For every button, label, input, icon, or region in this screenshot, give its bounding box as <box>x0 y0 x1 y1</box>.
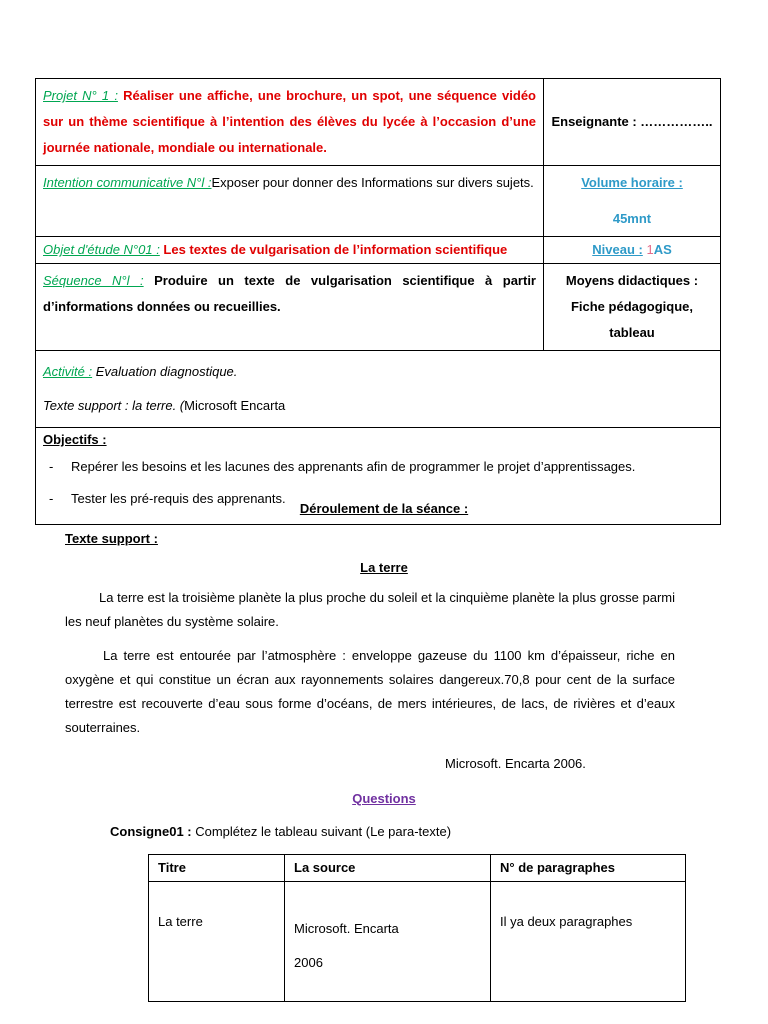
sequence-label: Séquence N°l : <box>43 273 144 288</box>
consigne-label: Consigne01 : <box>110 824 192 839</box>
article-paragraph-1: La terre est la troisième planète la plus proche du soleil et la cinquième planète la plus grosse parmi les neuf planètes du système solaire. <box>65 590 675 629</box>
volume-value: 45mnt <box>612 211 652 226</box>
activite-text: Evaluation diagnostique. <box>92 364 238 379</box>
objet-text: Les textes de vulgarisation de l’information scientifique <box>159 242 508 257</box>
questions-heading: Questions <box>352 791 416 806</box>
header-row-projet <box>36 79 721 166</box>
niveau-digit: 1 <box>646 242 654 257</box>
objectif-text: Tester les pré-requis des apprenants. <box>71 491 286 506</box>
texte-support-heading: Texte support : <box>65 531 158 546</box>
table-header-cell: N° de paragraphes <box>491 855 686 882</box>
activite-cell <box>36 351 721 428</box>
header-row-activite <box>36 351 721 428</box>
objectifs-title: Objectifs : <box>43 432 107 447</box>
enseignante-label: Enseignante : …………….. <box>551 114 713 129</box>
consigne-line <box>110 824 451 839</box>
consigne-text: Complétez le tableau suivant (Le para-texte) <box>191 824 452 839</box>
article-title: La terre <box>360 560 408 575</box>
objectif-item: - Repérer les besoins et les lacunes des apprenants afin de programmer le projet d’apprentissages. <box>49 459 636 474</box>
objet-cell <box>36 237 544 264</box>
niveau-value: AS <box>653 242 672 257</box>
sequence-cell <box>36 264 544 351</box>
header-row-sequence <box>36 264 721 351</box>
projet-label: Projet N° 1 : <box>43 88 118 103</box>
article-source: Microsoft. Encarta 2006. <box>445 756 586 771</box>
table-cell-source <box>285 882 491 1002</box>
sequence-text: Produire un texte de vulgarisation scientifique à partir d’informations données ou recueillies. <box>43 273 536 314</box>
table-cell-paragraphes: Il ya deux paragraphes <box>491 882 686 1002</box>
moyens-line2: Fiche pédagogique, <box>570 299 694 314</box>
table-header-cell: La source <box>285 855 491 882</box>
projet-cell <box>36 79 544 166</box>
table-row <box>149 882 686 1002</box>
article-paragraph-2: La terre est entourée par l’atmosphère : enveloppe gazeuse du 1100 km d’épaisseur, riche en oxygène et qui constitue un écran aux rayonnements solaires dangereux.70,8 pour cent de la surface terrestre est recouverte d’eau sous forme d’océans, de mers intérieures, de lacs, de rivières et d’eaux souterraines. <box>65 648 675 735</box>
objectif-item: - Tester les pré-requis des apprenants. <box>49 491 286 506</box>
activite-label: Activité : <box>43 364 93 379</box>
header-row-objet <box>36 237 721 264</box>
intention-text: Exposer pour donner des Informations sur divers sujets. <box>211 175 534 190</box>
projet-text: Réaliser une affiche, une brochure, un spot, une séquence vidéo sur un thème scientifique à l’intention des élèves du lycée à l’occasion d’une journée nationale, mondiale ou internationale. <box>43 88 536 155</box>
moyens-line3: tableau <box>609 325 655 340</box>
texte-support-label: Texte support : la terre. ( <box>43 398 185 413</box>
table-cell-titre: La terre <box>149 882 285 1002</box>
objectif-text: Repérer les besoins et les lacunes des apprenants afin de programmer le projet d’apprentissages. <box>71 459 636 474</box>
niveau-cell <box>544 237 721 264</box>
table-header-row <box>149 855 686 882</box>
paratexte-table <box>148 854 686 1002</box>
enseignante-cell <box>544 79 721 166</box>
source-line1: Microsoft. Encarta <box>294 921 399 936</box>
niveau-label: Niveau : <box>592 242 643 257</box>
deroulement-heading: Déroulement de la séance : <box>299 501 469 516</box>
table-header-cell: Titre <box>149 855 285 882</box>
lesson-header-table <box>35 78 721 525</box>
moyens-line1: Moyens didactiques : <box>565 273 699 288</box>
moyens-cell <box>544 264 721 351</box>
intention-cell <box>36 166 544 237</box>
header-row-intention <box>36 166 721 237</box>
intention-label: Intention communicative N°l : <box>43 175 212 190</box>
objet-label: Objet d'étude N°01 : <box>43 242 160 257</box>
volume-label: Volume horaire : <box>581 175 683 190</box>
source-line2: 2006 <box>294 955 323 970</box>
texte-support-text: Microsoft Encarta <box>184 398 286 413</box>
volume-cell <box>544 166 721 237</box>
